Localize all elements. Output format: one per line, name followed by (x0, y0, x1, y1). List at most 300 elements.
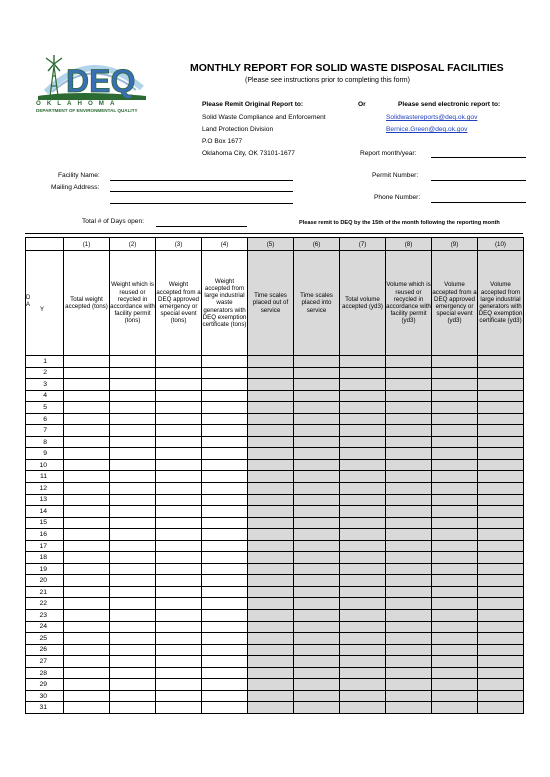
entry-cell-col-3[interactable] (156, 586, 202, 598)
entry-cell-col-8[interactable] (386, 402, 432, 414)
entry-cell-col-2[interactable] (110, 459, 156, 471)
entry-cell-col-4[interactable] (202, 506, 248, 518)
entry-cell-col-6[interactable] (294, 494, 340, 506)
entry-cell-col-3[interactable] (156, 667, 202, 679)
entry-cell-col-6[interactable] (294, 529, 340, 541)
entry-cell-col-4[interactable] (202, 598, 248, 610)
entry-cell-col-10[interactable] (478, 483, 524, 495)
entry-cell-col-8[interactable] (386, 540, 432, 552)
entry-cell-col-10[interactable] (478, 390, 524, 402)
entry-cell-col-4[interactable] (202, 552, 248, 564)
entry-cell-col-5[interactable] (248, 367, 294, 379)
entry-cell-col-5[interactable] (248, 540, 294, 552)
entry-cell-col-8[interactable] (386, 413, 432, 425)
entry-cell-col-7[interactable] (340, 702, 386, 714)
entry-cell-col-1[interactable] (64, 379, 110, 391)
entry-cell-col-7[interactable] (340, 610, 386, 622)
entry-cell-col-10[interactable] (478, 598, 524, 610)
entry-cell-col-6[interactable] (294, 356, 340, 368)
entry-cell-col-5[interactable] (248, 413, 294, 425)
entry-cell-col-5[interactable] (248, 471, 294, 483)
entry-cell-col-10[interactable] (478, 356, 524, 368)
entry-cell-col-9[interactable] (432, 563, 478, 575)
entry-cell-col-9[interactable] (432, 702, 478, 714)
entry-cell-col-7[interactable] (340, 656, 386, 668)
entry-cell-col-4[interactable] (202, 356, 248, 368)
entry-cell-col-9[interactable] (432, 356, 478, 368)
entry-cell-col-3[interactable] (156, 563, 202, 575)
entry-cell-col-8[interactable] (386, 621, 432, 633)
entry-cell-col-8[interactable] (386, 356, 432, 368)
entry-cell-col-7[interactable] (340, 459, 386, 471)
entry-cell-col-6[interactable] (294, 390, 340, 402)
entry-cell-col-8[interactable] (386, 459, 432, 471)
entry-cell-col-1[interactable] (64, 690, 110, 702)
entry-cell-col-2[interactable] (110, 540, 156, 552)
entry-cell-col-5[interactable] (248, 633, 294, 645)
entry-cell-col-5[interactable] (248, 610, 294, 622)
entry-cell-col-8[interactable] (386, 436, 432, 448)
entry-cell-col-3[interactable] (156, 656, 202, 668)
entry-cell-col-6[interactable] (294, 425, 340, 437)
entry-cell-col-7[interactable] (340, 390, 386, 402)
entry-cell-col-8[interactable] (386, 425, 432, 437)
entry-cell-col-8[interactable] (386, 656, 432, 668)
entry-cell-col-6[interactable] (294, 690, 340, 702)
entry-cell-col-4[interactable] (202, 644, 248, 656)
entry-cell-col-10[interactable] (478, 413, 524, 425)
entry-cell-col-5[interactable] (248, 448, 294, 460)
entry-cell-col-1[interactable] (64, 529, 110, 541)
entry-cell-col-4[interactable] (202, 413, 248, 425)
entry-cell-col-9[interactable] (432, 402, 478, 414)
entry-cell-col-1[interactable] (64, 667, 110, 679)
entry-cell-col-7[interactable] (340, 506, 386, 518)
entry-cell-col-5[interactable] (248, 702, 294, 714)
entry-cell-col-10[interactable] (478, 552, 524, 564)
entry-cell-col-3[interactable] (156, 610, 202, 622)
entry-cell-col-1[interactable] (64, 390, 110, 402)
entry-cell-col-7[interactable] (340, 379, 386, 391)
entry-cell-col-7[interactable] (340, 667, 386, 679)
entry-cell-col-6[interactable] (294, 702, 340, 714)
entry-cell-col-7[interactable] (340, 563, 386, 575)
entry-cell-col-4[interactable] (202, 586, 248, 598)
entry-cell-col-1[interactable] (64, 367, 110, 379)
entry-cell-col-4[interactable] (202, 563, 248, 575)
entry-cell-col-8[interactable] (386, 448, 432, 460)
entry-cell-col-2[interactable] (110, 402, 156, 414)
entry-cell-col-10[interactable] (478, 679, 524, 691)
entry-cell-col-9[interactable] (432, 379, 478, 391)
entry-cell-col-6[interactable] (294, 483, 340, 495)
entry-cell-col-1[interactable] (64, 483, 110, 495)
entry-cell-col-6[interactable] (294, 644, 340, 656)
entry-cell-col-8[interactable] (386, 586, 432, 598)
entry-cell-col-6[interactable] (294, 402, 340, 414)
entry-cell-col-9[interactable] (432, 483, 478, 495)
entry-cell-col-1[interactable] (64, 575, 110, 587)
entry-cell-col-5[interactable] (248, 529, 294, 541)
entry-cell-col-6[interactable] (294, 413, 340, 425)
entry-cell-col-4[interactable] (202, 367, 248, 379)
entry-cell-col-3[interactable] (156, 448, 202, 460)
entry-cell-col-4[interactable] (202, 621, 248, 633)
entry-cell-col-10[interactable] (478, 586, 524, 598)
entry-cell-col-3[interactable] (156, 367, 202, 379)
entry-cell-col-7[interactable] (340, 367, 386, 379)
entry-cell-col-3[interactable] (156, 356, 202, 368)
entry-cell-col-9[interactable] (432, 413, 478, 425)
entry-cell-col-6[interactable] (294, 679, 340, 691)
entry-cell-col-7[interactable] (340, 494, 386, 506)
entry-cell-col-9[interactable] (432, 529, 478, 541)
entry-cell-col-9[interactable] (432, 621, 478, 633)
entry-cell-col-7[interactable] (340, 552, 386, 564)
entry-cell-col-5[interactable] (248, 402, 294, 414)
entry-cell-col-5[interactable] (248, 425, 294, 437)
entry-cell-col-8[interactable] (386, 483, 432, 495)
entry-cell-col-6[interactable] (294, 552, 340, 564)
entry-cell-col-8[interactable] (386, 690, 432, 702)
entry-cell-col-4[interactable] (202, 448, 248, 460)
entry-cell-col-3[interactable] (156, 540, 202, 552)
entry-cell-col-4[interactable] (202, 667, 248, 679)
entry-cell-col-4[interactable] (202, 390, 248, 402)
entry-cell-col-9[interactable] (432, 459, 478, 471)
entry-cell-col-9[interactable] (432, 494, 478, 506)
entry-cell-col-3[interactable] (156, 598, 202, 610)
entry-cell-col-3[interactable] (156, 390, 202, 402)
entry-cell-col-4[interactable] (202, 529, 248, 541)
entry-cell-col-4[interactable] (202, 494, 248, 506)
entry-cell-col-2[interactable] (110, 667, 156, 679)
entry-cell-col-1[interactable] (64, 425, 110, 437)
entry-cell-col-10[interactable] (478, 379, 524, 391)
entry-cell-col-9[interactable] (432, 517, 478, 529)
entry-cell-col-7[interactable] (340, 575, 386, 587)
entry-cell-col-6[interactable] (294, 621, 340, 633)
entry-cell-col-7[interactable] (340, 598, 386, 610)
entry-cell-col-5[interactable] (248, 621, 294, 633)
entry-cell-col-7[interactable] (340, 517, 386, 529)
entry-cell-col-3[interactable] (156, 702, 202, 714)
entry-cell-col-2[interactable] (110, 610, 156, 622)
entry-cell-col-3[interactable] (156, 379, 202, 391)
entry-cell-col-7[interactable] (340, 483, 386, 495)
entry-cell-col-1[interactable] (64, 540, 110, 552)
entry-cell-col-1[interactable] (64, 552, 110, 564)
entry-cell-col-2[interactable] (110, 552, 156, 564)
entry-cell-col-4[interactable] (202, 436, 248, 448)
entry-cell-col-10[interactable] (478, 517, 524, 529)
entry-cell-col-2[interactable] (110, 575, 156, 587)
entry-cell-col-3[interactable] (156, 679, 202, 691)
entry-cell-col-3[interactable] (156, 552, 202, 564)
entry-cell-col-1[interactable] (64, 356, 110, 368)
entry-cell-col-9[interactable] (432, 644, 478, 656)
entry-cell-col-10[interactable] (478, 575, 524, 587)
entry-cell-col-9[interactable] (432, 471, 478, 483)
entry-cell-col-8[interactable] (386, 529, 432, 541)
entry-cell-col-8[interactable] (386, 552, 432, 564)
entry-cell-col-4[interactable] (202, 656, 248, 668)
entry-cell-col-3[interactable] (156, 690, 202, 702)
entry-cell-col-2[interactable] (110, 390, 156, 402)
entry-cell-col-10[interactable] (478, 563, 524, 575)
entry-cell-col-9[interactable] (432, 679, 478, 691)
entry-cell-col-10[interactable] (478, 402, 524, 414)
entry-cell-col-3[interactable] (156, 644, 202, 656)
entry-cell-col-10[interactable] (478, 506, 524, 518)
entry-cell-col-9[interactable] (432, 367, 478, 379)
entry-cell-col-7[interactable] (340, 586, 386, 598)
entry-cell-col-10[interactable] (478, 425, 524, 437)
entry-cell-col-8[interactable] (386, 506, 432, 518)
entry-cell-col-9[interactable] (432, 552, 478, 564)
entry-cell-col-7[interactable] (340, 425, 386, 437)
entry-cell-col-2[interactable] (110, 471, 156, 483)
entry-cell-col-2[interactable] (110, 448, 156, 460)
entry-cell-col-8[interactable] (386, 679, 432, 691)
entry-cell-col-9[interactable] (432, 610, 478, 622)
entry-cell-col-1[interactable] (64, 621, 110, 633)
entry-cell-col-2[interactable] (110, 425, 156, 437)
entry-cell-col-2[interactable] (110, 621, 156, 633)
entry-cell-col-5[interactable] (248, 506, 294, 518)
entry-cell-col-4[interactable] (202, 610, 248, 622)
entry-cell-col-2[interactable] (110, 483, 156, 495)
entry-cell-col-7[interactable] (340, 356, 386, 368)
entry-cell-col-4[interactable] (202, 540, 248, 552)
entry-cell-col-10[interactable] (478, 656, 524, 668)
entry-cell-col-4[interactable] (202, 483, 248, 495)
entry-cell-col-8[interactable] (386, 667, 432, 679)
entry-cell-col-7[interactable] (340, 679, 386, 691)
entry-cell-col-6[interactable] (294, 459, 340, 471)
entry-cell-col-5[interactable] (248, 494, 294, 506)
entry-cell-col-5[interactable] (248, 667, 294, 679)
entry-cell-col-2[interactable] (110, 679, 156, 691)
entry-cell-col-9[interactable] (432, 690, 478, 702)
email-link-bernice[interactable]: Bernice.Green@deq.ok.gov (386, 126, 468, 133)
entry-cell-col-2[interactable] (110, 356, 156, 368)
entry-cell-col-10[interactable] (478, 540, 524, 552)
entry-cell-col-5[interactable] (248, 390, 294, 402)
entry-cell-col-2[interactable] (110, 598, 156, 610)
entry-cell-col-3[interactable] (156, 413, 202, 425)
entry-cell-col-10[interactable] (478, 494, 524, 506)
entry-cell-col-5[interactable] (248, 517, 294, 529)
entry-cell-col-2[interactable] (110, 436, 156, 448)
entry-cell-col-8[interactable] (386, 575, 432, 587)
entry-cell-col-5[interactable] (248, 436, 294, 448)
entry-cell-col-1[interactable] (64, 402, 110, 414)
entry-cell-col-7[interactable] (340, 448, 386, 460)
entry-cell-col-5[interactable] (248, 552, 294, 564)
entry-cell-col-2[interactable] (110, 413, 156, 425)
entry-cell-col-8[interactable] (386, 471, 432, 483)
entry-cell-col-3[interactable] (156, 517, 202, 529)
entry-cell-col-5[interactable] (248, 563, 294, 575)
entry-cell-col-10[interactable] (478, 621, 524, 633)
entry-cell-col-6[interactable] (294, 379, 340, 391)
entry-cell-col-10[interactable] (478, 436, 524, 448)
entry-cell-col-9[interactable] (432, 575, 478, 587)
entry-cell-col-6[interactable] (294, 656, 340, 668)
entry-cell-col-4[interactable] (202, 459, 248, 471)
entry-cell-col-3[interactable] (156, 483, 202, 495)
entry-cell-col-8[interactable] (386, 390, 432, 402)
entry-cell-col-8[interactable] (386, 633, 432, 645)
entry-cell-col-1[interactable] (64, 633, 110, 645)
entry-cell-col-3[interactable] (156, 529, 202, 541)
entry-cell-col-5[interactable] (248, 483, 294, 495)
entry-cell-col-3[interactable] (156, 506, 202, 518)
report-month-field[interactable] (431, 157, 526, 158)
entry-cell-col-1[interactable] (64, 494, 110, 506)
entry-cell-col-9[interactable] (432, 448, 478, 460)
mailing-address-field-2[interactable] (110, 203, 293, 204)
entry-cell-col-2[interactable] (110, 506, 156, 518)
entry-cell-col-1[interactable] (64, 459, 110, 471)
entry-cell-col-1[interactable] (64, 506, 110, 518)
entry-cell-col-1[interactable] (64, 471, 110, 483)
entry-cell-col-4[interactable] (202, 679, 248, 691)
entry-cell-col-5[interactable] (248, 586, 294, 598)
entry-cell-col-7[interactable] (340, 413, 386, 425)
entry-cell-col-5[interactable] (248, 379, 294, 391)
entry-cell-col-7[interactable] (340, 644, 386, 656)
entry-cell-col-2[interactable] (110, 379, 156, 391)
entry-cell-col-6[interactable] (294, 598, 340, 610)
entry-cell-col-4[interactable] (202, 690, 248, 702)
entry-cell-col-4[interactable] (202, 702, 248, 714)
phone-number-field[interactable] (431, 202, 526, 203)
entry-cell-col-4[interactable] (202, 471, 248, 483)
entry-cell-col-6[interactable] (294, 436, 340, 448)
entry-cell-col-4[interactable] (202, 633, 248, 645)
entry-cell-col-5[interactable] (248, 690, 294, 702)
entry-cell-col-2[interactable] (110, 517, 156, 529)
entry-cell-col-10[interactable] (478, 610, 524, 622)
entry-cell-col-3[interactable] (156, 436, 202, 448)
entry-cell-col-9[interactable] (432, 667, 478, 679)
entry-cell-col-9[interactable] (432, 586, 478, 598)
entry-cell-col-2[interactable] (110, 702, 156, 714)
entry-cell-col-10[interactable] (478, 529, 524, 541)
entry-cell-col-10[interactable] (478, 633, 524, 645)
entry-cell-col-1[interactable] (64, 598, 110, 610)
entry-cell-col-10[interactable] (478, 644, 524, 656)
entry-cell-col-7[interactable] (340, 436, 386, 448)
entry-cell-col-8[interactable] (386, 367, 432, 379)
entry-cell-col-4[interactable] (202, 517, 248, 529)
entry-cell-col-1[interactable] (64, 448, 110, 460)
entry-cell-col-4[interactable] (202, 402, 248, 414)
entry-cell-col-9[interactable] (432, 598, 478, 610)
entry-cell-col-6[interactable] (294, 633, 340, 645)
entry-cell-col-8[interactable] (386, 563, 432, 575)
entry-cell-col-4[interactable] (202, 425, 248, 437)
entry-cell-col-8[interactable] (386, 702, 432, 714)
entry-cell-col-1[interactable] (64, 644, 110, 656)
entry-cell-col-8[interactable] (386, 644, 432, 656)
entry-cell-col-2[interactable] (110, 494, 156, 506)
entry-cell-col-2[interactable] (110, 690, 156, 702)
entry-cell-col-1[interactable] (64, 679, 110, 691)
permit-number-field[interactable] (431, 180, 526, 181)
entry-cell-col-9[interactable] (432, 656, 478, 668)
entry-cell-col-6[interactable] (294, 563, 340, 575)
entry-cell-col-6[interactable] (294, 586, 340, 598)
entry-cell-col-5[interactable] (248, 644, 294, 656)
entry-cell-col-1[interactable] (64, 586, 110, 598)
entry-cell-col-10[interactable] (478, 690, 524, 702)
entry-cell-col-2[interactable] (110, 529, 156, 541)
entry-cell-col-3[interactable] (156, 494, 202, 506)
entry-cell-col-6[interactable] (294, 540, 340, 552)
entry-cell-col-8[interactable] (386, 517, 432, 529)
entry-cell-col-6[interactable] (294, 506, 340, 518)
entry-cell-col-8[interactable] (386, 494, 432, 506)
entry-cell-col-4[interactable] (202, 379, 248, 391)
mailing-address-field-1[interactable] (110, 191, 293, 192)
entry-cell-col-3[interactable] (156, 402, 202, 414)
entry-cell-col-2[interactable] (110, 633, 156, 645)
entry-cell-col-8[interactable] (386, 610, 432, 622)
entry-cell-col-1[interactable] (64, 517, 110, 529)
entry-cell-col-10[interactable] (478, 459, 524, 471)
entry-cell-col-9[interactable] (432, 425, 478, 437)
entry-cell-col-3[interactable] (156, 471, 202, 483)
entry-cell-col-8[interactable] (386, 598, 432, 610)
entry-cell-col-9[interactable] (432, 390, 478, 402)
entry-cell-col-5[interactable] (248, 356, 294, 368)
days-open-field[interactable] (156, 226, 247, 227)
entry-cell-col-7[interactable] (340, 529, 386, 541)
entry-cell-col-6[interactable] (294, 517, 340, 529)
entry-cell-col-1[interactable] (64, 610, 110, 622)
entry-cell-col-2[interactable] (110, 367, 156, 379)
entry-cell-col-2[interactable] (110, 586, 156, 598)
entry-cell-col-2[interactable] (110, 563, 156, 575)
entry-cell-col-2[interactable] (110, 656, 156, 668)
entry-cell-col-7[interactable] (340, 540, 386, 552)
entry-cell-col-8[interactable] (386, 379, 432, 391)
entry-cell-col-4[interactable] (202, 575, 248, 587)
entry-cell-col-7[interactable] (340, 621, 386, 633)
entry-cell-col-10[interactable] (478, 702, 524, 714)
entry-cell-col-7[interactable] (340, 633, 386, 645)
entry-cell-col-9[interactable] (432, 436, 478, 448)
entry-cell-col-6[interactable] (294, 610, 340, 622)
entry-cell-col-9[interactable] (432, 633, 478, 645)
entry-cell-col-9[interactable] (432, 540, 478, 552)
entry-cell-col-6[interactable] (294, 575, 340, 587)
entry-cell-col-3[interactable] (156, 633, 202, 645)
entry-cell-col-9[interactable] (432, 506, 478, 518)
entry-cell-col-6[interactable] (294, 367, 340, 379)
entry-cell-col-6[interactable] (294, 471, 340, 483)
entry-cell-col-10[interactable] (478, 448, 524, 460)
entry-cell-col-7[interactable] (340, 690, 386, 702)
entry-cell-col-1[interactable] (64, 656, 110, 668)
entry-cell-col-5[interactable] (248, 679, 294, 691)
entry-cell-col-5[interactable] (248, 459, 294, 471)
email-link-solidwaste[interactable]: Solidwastereports@deq.ok.gov (386, 114, 478, 121)
entry-cell-col-10[interactable] (478, 471, 524, 483)
